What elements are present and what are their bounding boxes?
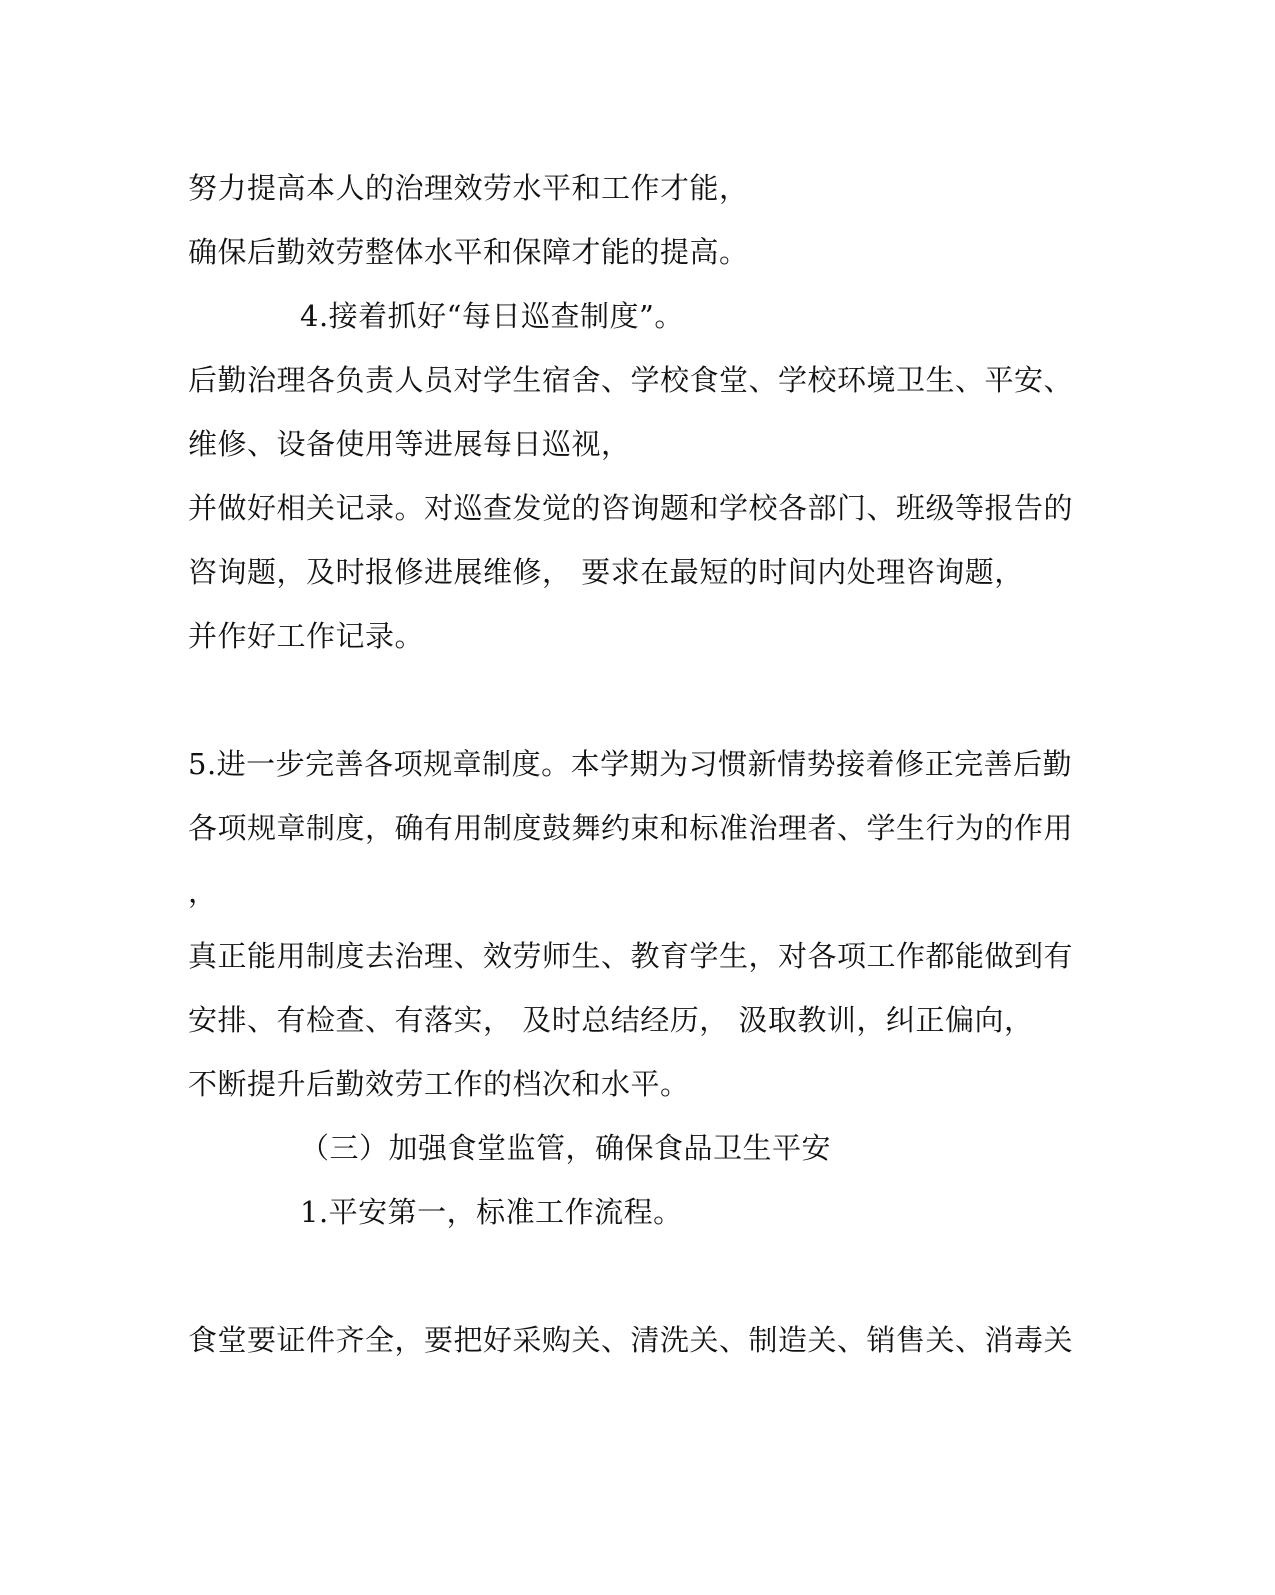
- paragraph-line-5: 维修、设备使用等进展每日巡视，: [188, 427, 631, 461]
- item-4-heading: 4.接着抓好“每日巡查制度”。: [300, 299, 684, 333]
- paragraph-line-13: 安排、有检查、有落实， 及时总结经历， 汲取教训，纠正偏向，: [188, 1003, 1034, 1037]
- paragraph-line-2: 确保后勤效劳整体水平和保障才能的提高。: [188, 235, 749, 269]
- paragraph-line-12: 真正能用制度去治理、效劳师生、教育学生，对各项工作都能做到有: [188, 939, 1074, 973]
- section-3-heading: （三）加强食堂监管，确保食品卫生平安: [300, 1131, 832, 1165]
- paragraph-line-6: 并做好相关记录。对巡查发觉的咨询题和学校各部门、班级等报告的: [188, 491, 1074, 525]
- paragraph-line-14: 不断提升后勤效劳工作的档次和水平。: [188, 1067, 690, 1101]
- paragraph-line-17: 食堂要证件齐全，要把好采购关、清洗关、制造关、销售关、消毒关: [188, 1323, 1074, 1357]
- paragraph-line-11: ，: [188, 875, 218, 909]
- paragraph-line-8: 并作好工作记录。: [188, 619, 425, 653]
- paragraph-line-7: 咨询题，及时报修进展维修， 要求在最短的时间内处理咨询题，: [188, 555, 1024, 589]
- paragraph-line-10: 各项规章制度，确有用制度鼓舞约束和标准治理者、学生行为的作用: [188, 811, 1074, 845]
- item-1-heading: 1.平安第一，标准工作流程。: [300, 1195, 683, 1229]
- paragraph-line-4: 后勤治理各负责人员对学生宿舍、学校食堂、学校环境卫生、平安、: [188, 363, 1074, 397]
- paragraph-line-1: 努力提高本人的治理效劳水平和工作才能，: [188, 171, 749, 205]
- item-5-heading: 5.进一步完善各项规章制度。本学期为习惯新情势接着修正完善后勤: [188, 747, 1073, 781]
